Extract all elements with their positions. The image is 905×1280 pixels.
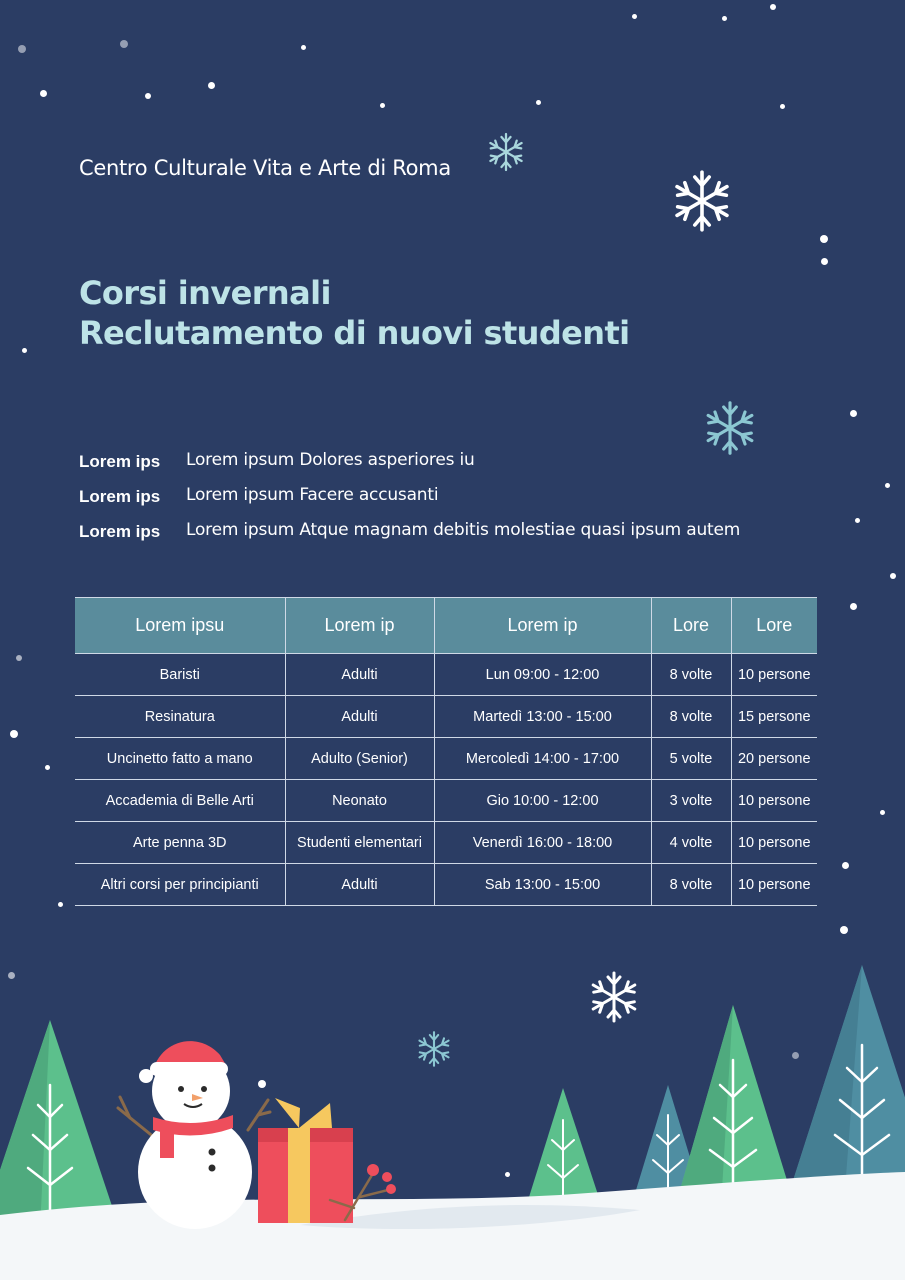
info-label: Lorem ips	[79, 452, 161, 471]
course-name-cell: Arte penna 3D	[75, 822, 285, 864]
title-line-1: Corsi invernali	[79, 274, 331, 312]
column-header: Lore	[731, 598, 817, 654]
gift-icon	[258, 1098, 353, 1223]
course-name-cell: Accademia di Belle Arti	[75, 780, 285, 822]
course-name-cell: Uncinetto fatto a mano	[75, 738, 285, 780]
capacity-cell: 10 persone	[731, 822, 817, 864]
course-name-cell: Baristi	[75, 654, 285, 696]
audience-cell: Adulti	[285, 864, 434, 906]
column-header: Lore	[651, 598, 731, 654]
schedule-cell: Mercoledì 14:00 - 17:00	[434, 738, 651, 780]
capacity-cell: 10 persone	[731, 654, 817, 696]
audience-cell: Neonato	[285, 780, 434, 822]
schedule-cell: Sab 13:00 - 15:00	[434, 864, 651, 906]
audience-cell: Adulti	[285, 696, 434, 738]
tree-icon	[525, 1088, 603, 1210]
info-text: Lorem ipsum Dolores asperiores iu	[186, 450, 475, 470]
schedule-cell: Gio 10:00 - 12:00	[434, 780, 651, 822]
audience-cell: Adulto (Senior)	[285, 738, 434, 780]
tree-icon	[0, 1020, 120, 1230]
frequency-cell: 8 volte	[651, 654, 731, 696]
capacity-cell: 10 persone	[731, 864, 817, 906]
schedule-cell: Martedì 13:00 - 15:00	[434, 696, 651, 738]
capacity-cell: 15 persone	[731, 696, 817, 738]
info-label: Lorem ips	[79, 487, 161, 506]
course-name-cell: Altri corsi per principianti	[75, 864, 285, 906]
frequency-cell: 3 volte	[651, 780, 731, 822]
tree-icon	[790, 965, 905, 1190]
frequency-cell: 4 volte	[651, 822, 731, 864]
schedule-cell: Lun 09:00 - 12:00	[434, 654, 651, 696]
course-name-cell: Resinatura	[75, 696, 285, 738]
audience-cell: Studenti elementari	[285, 822, 434, 864]
column-header: Lorem ipsu	[75, 598, 285, 654]
audience-cell: Adulti	[285, 654, 434, 696]
column-header: Lorem ip	[285, 598, 434, 654]
frequency-cell: 5 volte	[651, 738, 731, 780]
info-text: Lorem ipsum Atque magnam debitis molestiae quasi ipsum autem	[186, 520, 741, 540]
organization-name: Centro Culturale Vita e Arte di Roma	[79, 156, 451, 180]
frequency-cell: 8 volte	[651, 696, 731, 738]
capacity-cell: 20 persone	[731, 738, 817, 780]
tree-icon	[680, 1005, 790, 1190]
info-text: Lorem ipsum Facere accusanti	[186, 485, 439, 505]
info-label: Lorem ips	[79, 522, 161, 541]
title-line-2: Reclutamento di nuovi studenti	[79, 314, 630, 352]
capacity-cell: 10 persone	[731, 780, 817, 822]
column-header: Lorem ip	[434, 598, 651, 654]
frequency-cell: 8 volte	[651, 864, 731, 906]
schedule-cell: Venerdì 16:00 - 18:00	[434, 822, 651, 864]
